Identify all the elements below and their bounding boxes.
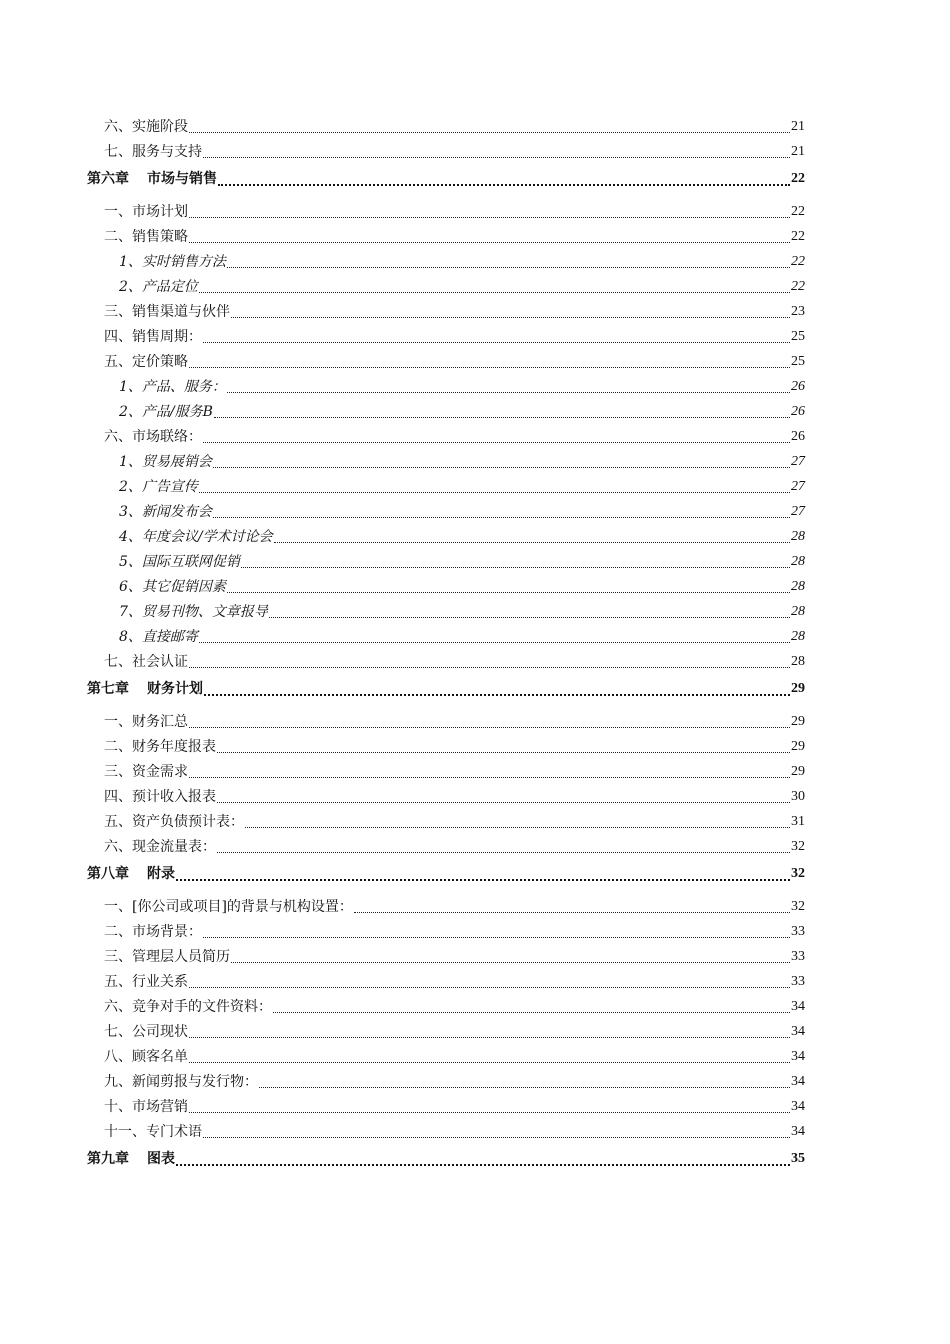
toc-section-entry[interactable] (0, 1091, 950, 1116)
toc-subsection-entry[interactable] (0, 371, 950, 396)
toc-entry-label: 二、销售策略 (104, 229, 188, 245)
toc-entry-label: 1、贸易展销会 (119, 454, 212, 470)
toc-dot-leader (203, 1127, 790, 1138)
toc-entry-label: 2、产品定位 (119, 279, 198, 295)
toc-section-entry[interactable] (0, 706, 950, 731)
toc-section-entry[interactable] (0, 1016, 950, 1041)
toc-entry-label: 五、行业关系 (104, 974, 188, 990)
toc-dot-leader (203, 332, 790, 343)
toc-section-entry[interactable] (0, 346, 950, 371)
toc-chapter-entry[interactable] (0, 856, 950, 891)
toc-page-number: 21 (791, 144, 805, 159)
toc-dot-leader (245, 817, 790, 828)
toc-entry-label: 二、财务年度报表 (104, 739, 216, 755)
toc-page-number: 28 (791, 604, 805, 619)
toc-page-number: 32 (791, 899, 805, 914)
toc-page-number: 34 (791, 1049, 805, 1064)
toc-page-number: 29 (791, 680, 805, 696)
toc-entry-label: 4、年度会议/学术讨论会 (119, 529, 273, 545)
toc-entry-label: 九、新闻剪报与发行物： (104, 1074, 258, 1090)
toc-page-number: 35 (791, 1150, 805, 1166)
toc-page-number: 22 (791, 170, 805, 186)
toc-page-number: 23 (791, 304, 805, 319)
toc-page-number: 22 (791, 204, 805, 219)
toc-dot-leader (273, 1002, 790, 1013)
toc-page-number: 22 (791, 254, 805, 269)
toc-section-entry[interactable] (0, 991, 950, 1016)
toc-page-number: 27 (791, 454, 805, 469)
toc-dot-leader (203, 432, 790, 443)
toc-entry-label: 五、资产负债预计表： (104, 814, 244, 830)
toc-chapter-number: 第七章 (87, 680, 129, 697)
toc-dot-leader (189, 122, 790, 133)
toc-dot-leader (189, 767, 790, 778)
toc-page-number: 32 (791, 865, 805, 881)
toc-page-number: 29 (791, 714, 805, 729)
toc-dot-leader (217, 842, 790, 853)
toc-entry-label: 五、定价策略 (104, 354, 188, 370)
toc-dot-leader (227, 382, 790, 393)
toc-entry-label: 二、市场背景： (104, 924, 202, 940)
toc-section-entry[interactable] (0, 1066, 950, 1091)
toc-section-entry[interactable] (0, 421, 950, 446)
toc-subsection-entry[interactable] (0, 246, 950, 271)
toc-dot-leader (274, 532, 790, 543)
toc-section-entry[interactable] (0, 781, 950, 806)
toc-chapter-title: 附录 (147, 865, 175, 882)
toc-page-number: 22 (791, 279, 805, 294)
toc-subsection-entry[interactable] (0, 446, 950, 471)
toc-entry-label: 八、顾客名单 (104, 1049, 188, 1065)
toc-page-number: 28 (791, 654, 805, 669)
toc-section-entry[interactable] (0, 806, 950, 831)
toc-page-number: 30 (791, 789, 805, 804)
toc-page-number: 22 (791, 229, 805, 244)
toc-entry-label: 六、实施阶段 (104, 119, 188, 135)
toc-entry-label: 三、销售渠道与伙伴 (104, 304, 230, 320)
toc-dot-leader (227, 257, 790, 268)
toc-dot-leader (203, 147, 790, 158)
toc-entry-label: 六、现金流量表： (104, 839, 216, 855)
toc-subsection-entry[interactable] (0, 271, 950, 296)
toc-chapter-number: 第九章 (87, 1150, 129, 1167)
toc-page-number: 26 (791, 429, 805, 444)
toc-section-entry[interactable] (0, 941, 950, 966)
toc-subsection-entry[interactable] (0, 546, 950, 571)
toc-page-number: 28 (791, 629, 805, 644)
toc-entry-label: 8、直接邮寄 (119, 629, 198, 645)
toc-chapter-title: 财务计划 (147, 680, 203, 697)
toc-dot-leader (176, 1158, 790, 1166)
toc-page-number: 29 (791, 764, 805, 779)
toc-dot-leader (189, 1102, 790, 1113)
toc-subsection-entry[interactable] (0, 396, 950, 421)
table-of-contents (0, 111, 950, 1176)
toc-subsection-entry[interactable] (0, 521, 950, 546)
toc-entry-label: 一、[你公司或项目]的背景与机构设置： (104, 899, 353, 915)
toc-dot-leader (189, 207, 790, 218)
toc-dot-leader (204, 688, 790, 696)
toc-entry-label: 三、管理层人员简历 (104, 949, 230, 965)
toc-page-number: 21 (791, 119, 805, 134)
toc-entry-label: 7、贸易刊物、文章报导 (119, 604, 268, 620)
toc-chapter-number: 第六章 (87, 170, 129, 187)
toc-dot-leader (231, 952, 790, 963)
toc-entry-label: 1、产品、服务： (119, 379, 226, 395)
toc-chapter-title: 图表 (147, 1150, 175, 1167)
toc-entry-label: 七、公司现状 (104, 1024, 188, 1040)
toc-page-number: 33 (791, 924, 805, 939)
toc-page-number: 28 (791, 554, 805, 569)
toc-dot-leader (227, 582, 790, 593)
toc-chapter-entry[interactable] (0, 1141, 950, 1176)
toc-subsection-entry[interactable] (0, 471, 950, 496)
toc-dot-leader (217, 742, 790, 753)
toc-subsection-entry[interactable] (0, 496, 950, 521)
toc-section-entry[interactable] (0, 196, 950, 221)
toc-page-number: 34 (791, 1099, 805, 1114)
toc-dot-leader (217, 792, 790, 803)
toc-entry-label: 六、市场联络： (104, 429, 202, 445)
toc-entry-label: 四、销售周期： (104, 329, 202, 345)
toc-section-entry[interactable] (0, 756, 950, 781)
toc-dot-leader (199, 632, 790, 643)
toc-dot-leader (269, 607, 790, 618)
toc-entry-label: 3、新闻发布会 (119, 504, 212, 520)
toc-page-number: 26 (791, 404, 805, 419)
toc-entry-label: 三、资金需求 (104, 764, 188, 780)
toc-page-number: 33 (791, 949, 805, 964)
toc-section-entry[interactable] (0, 916, 950, 941)
toc-dot-leader (199, 482, 790, 493)
toc-page-number: 32 (791, 839, 805, 854)
toc-section-entry[interactable] (0, 111, 950, 136)
toc-page-number: 29 (791, 739, 805, 754)
toc-page-number: 34 (791, 1074, 805, 1089)
toc-chapter-label (87, 170, 217, 188)
toc-page-number: 34 (791, 999, 805, 1014)
toc-chapter-label (87, 680, 203, 698)
toc-entry-label: 1、实时销售方法 (119, 254, 226, 270)
toc-page-number: 25 (791, 354, 805, 369)
toc-section-entry[interactable] (0, 296, 950, 321)
toc-dot-leader (199, 282, 790, 293)
toc-page-number: 34 (791, 1124, 805, 1139)
toc-dot-leader (189, 232, 790, 243)
toc-page-number: 25 (791, 329, 805, 344)
toc-entry-label: 六、竞争对手的文件资料： (104, 999, 272, 1015)
toc-section-entry[interactable] (0, 831, 950, 856)
toc-section-entry[interactable] (0, 221, 950, 246)
toc-dot-leader (214, 407, 790, 418)
toc-dot-leader (213, 507, 790, 518)
toc-section-entry[interactable] (0, 321, 950, 346)
toc-chapter-title: 市场与销售 (147, 170, 217, 187)
toc-dot-leader (189, 1027, 790, 1038)
toc-chapter-entry[interactable] (0, 671, 950, 706)
toc-chapter-label (87, 1150, 175, 1168)
toc-page-number: 28 (791, 529, 805, 544)
toc-entry-label: 5、国际互联网促销 (119, 554, 240, 570)
toc-dot-leader (259, 1077, 790, 1088)
toc-dot-leader (231, 307, 790, 318)
toc-entry-label: 七、社会认证 (104, 654, 188, 670)
toc-entry-label: 七、服务与支持 (104, 144, 202, 160)
toc-entry-label: 四、预计收入报表 (104, 789, 216, 805)
toc-entry-label: 2、广告宣传 (119, 479, 198, 495)
toc-chapter-label (87, 865, 175, 883)
toc-subsection-entry[interactable] (0, 571, 950, 596)
toc-section-entry[interactable] (0, 1041, 950, 1066)
toc-dot-leader (241, 557, 790, 568)
toc-page-number: 31 (791, 814, 805, 829)
toc-section-entry[interactable] (0, 966, 950, 991)
toc-dot-leader (203, 927, 790, 938)
toc-entry-label: 一、市场计划 (104, 204, 188, 220)
toc-dot-leader (354, 902, 790, 913)
toc-page-number: 33 (791, 974, 805, 989)
toc-section-entry[interactable] (0, 731, 950, 756)
toc-section-entry[interactable] (0, 891, 950, 916)
toc-page-number: 28 (791, 579, 805, 594)
toc-chapter-entry[interactable] (0, 161, 950, 196)
toc-entry-label: 6、其它促销因素 (119, 579, 226, 595)
toc-dot-leader (189, 657, 790, 668)
toc-subsection-entry[interactable] (0, 596, 950, 621)
toc-dot-leader (176, 873, 790, 881)
toc-entry-label: 2、产品/服务B (119, 404, 213, 420)
toc-entry-label: 一、财务汇总 (104, 714, 188, 730)
toc-section-entry[interactable] (0, 136, 950, 161)
toc-entry-label: 十一、专门术语 (104, 1124, 202, 1140)
toc-dot-leader (218, 178, 790, 186)
toc-section-entry[interactable] (0, 646, 950, 671)
toc-dot-leader (189, 977, 790, 988)
toc-dot-leader (189, 717, 790, 728)
toc-dot-leader (189, 1052, 790, 1063)
toc-page-number: 34 (791, 1024, 805, 1039)
toc-dot-leader (189, 357, 790, 368)
toc-section-entry[interactable] (0, 1116, 950, 1141)
toc-subsection-entry[interactable] (0, 621, 950, 646)
toc-page-number: 26 (791, 379, 805, 394)
toc-page-number: 27 (791, 479, 805, 494)
toc-dot-leader (213, 457, 790, 468)
toc-page-number: 27 (791, 504, 805, 519)
toc-chapter-number: 第八章 (87, 865, 129, 882)
toc-entry-label: 十、市场营销 (104, 1099, 188, 1115)
